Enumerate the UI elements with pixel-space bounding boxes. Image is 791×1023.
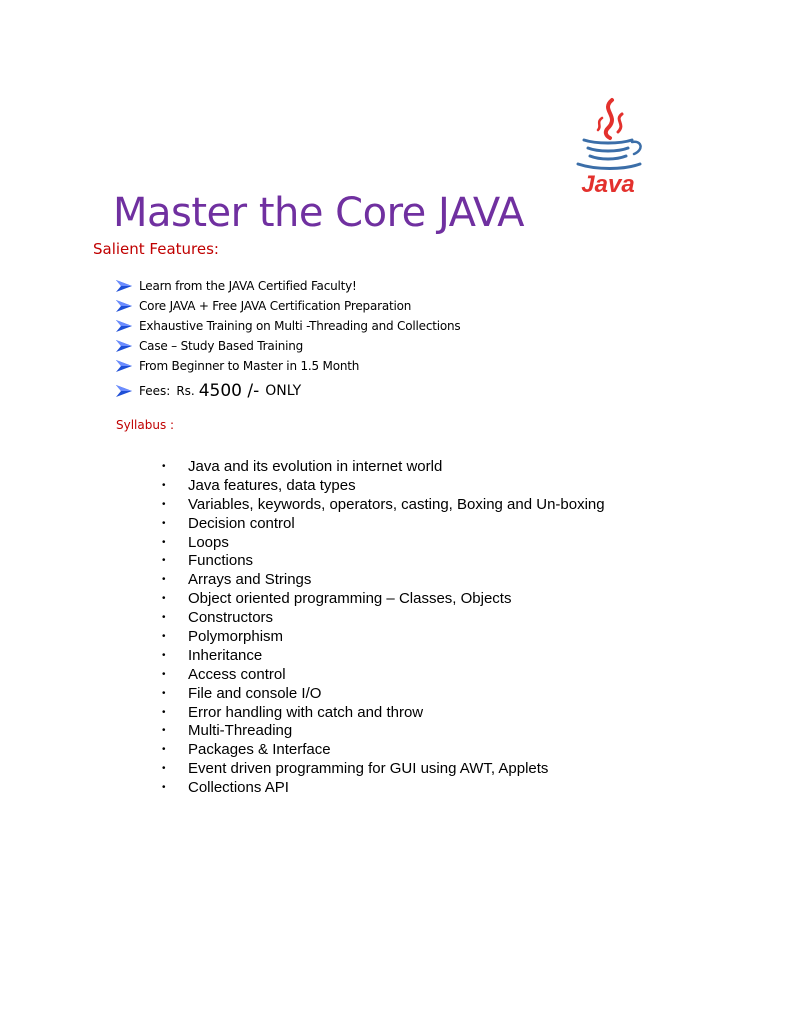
bullet-icon: •: [162, 498, 166, 510]
feature-text: Case – Study Based Training: [139, 339, 304, 353]
bullet-icon: •: [162, 612, 166, 624]
arrow-bullet-icon: [115, 279, 133, 293]
list-item: [160, 646, 605, 665]
syllabus-item-text: Multi-Threading: [188, 722, 293, 740]
syllabus-item-text: Packages & Interface: [188, 741, 331, 759]
list-item: [160, 514, 605, 533]
fees-currency: Rs.: [176, 384, 195, 398]
syllabus-item-text: Access control: [188, 665, 286, 683]
list-item: [160, 627, 605, 646]
list-item: [160, 721, 605, 740]
arrow-bullet-icon: [115, 359, 133, 373]
arrow-bullet-icon: [115, 299, 133, 313]
syllabus-item-text: Constructors: [188, 609, 274, 627]
bullet-icon: •: [162, 649, 166, 661]
list-item: [160, 759, 605, 778]
syllabus-item-text: Collections API: [188, 779, 289, 797]
bullet-icon: •: [162, 782, 166, 794]
bullet-icon: •: [162, 725, 166, 737]
bullet-icon: •: [162, 574, 166, 586]
feature-text: Core JAVA + Free JAVA Certification Preparation: [139, 299, 412, 313]
arrow-bullet-icon: [115, 339, 133, 353]
list-item: [115, 356, 460, 376]
syllabus-item-text: Polymorphism: [188, 627, 284, 645]
java-logo: [540, 94, 675, 202]
bullet-icon: •: [162, 479, 166, 491]
syllabus-heading: Syllabus :: [116, 418, 175, 432]
syllabus-list: [160, 457, 605, 797]
feature-text: Learn from the JAVA Certified Faculty!: [139, 279, 357, 293]
list-item: [115, 336, 460, 356]
arrow-bullet-icon: [115, 384, 133, 398]
bullet-icon: •: [162, 687, 166, 699]
syllabus-item-text: Java and its evolution in internet world: [188, 457, 443, 475]
list-item: [160, 551, 605, 570]
bullet-icon: •: [162, 744, 166, 756]
syllabus-item-text: Java features, data types: [188, 476, 356, 494]
fees-label: Fees:: [139, 384, 171, 398]
bullet-icon: •: [162, 630, 166, 642]
syllabus-item-text: Error handling with catch and throw: [188, 703, 424, 721]
list-item: [160, 476, 605, 495]
syllabus-item-text: Loops: [188, 533, 229, 551]
list-item: [160, 665, 605, 684]
bullet-icon: •: [162, 763, 166, 775]
syllabus-item-text: Inheritance: [188, 646, 263, 664]
fees-suffix: ONLY: [265, 383, 302, 399]
bullet-icon: •: [162, 593, 166, 605]
list-item: [160, 740, 605, 759]
list-item: [160, 589, 605, 608]
syllabus-item-text: Functions: [188, 552, 254, 570]
syllabus-item-text: Arrays and Strings: [188, 571, 312, 589]
syllabus-item-text: Decision control: [188, 514, 295, 532]
fees-item: [115, 378, 460, 404]
syllabus-item-text: Variables, keywords, operators, casting, Boxing and Un-boxing: [188, 495, 605, 513]
fees-amount: 4500 /-: [198, 381, 260, 401]
salient-features-list: [115, 276, 460, 404]
feature-text: From Beginner to Master in 1.5 Month: [139, 359, 360, 373]
syllabus-item-text: Event driven programming for GUI using AWT, Applets: [188, 760, 549, 778]
bullet-icon: •: [162, 517, 166, 529]
bullet-icon: •: [162, 555, 166, 567]
list-item: [160, 495, 605, 514]
arrow-bullet-icon: [115, 319, 133, 333]
list-item: [160, 457, 605, 476]
list-item: [160, 703, 605, 722]
syllabus-item-text: Object oriented programming – Classes, Objects: [188, 590, 512, 608]
bullet-icon: •: [162, 706, 166, 718]
list-item: [115, 296, 460, 316]
list-item: [115, 276, 460, 296]
bullet-icon: •: [162, 668, 166, 680]
list-item: [160, 533, 605, 552]
java-logo-text: Java: [581, 171, 635, 198]
salient-features-heading: Salient Features:: [93, 240, 219, 258]
list-item: [160, 684, 605, 703]
syllabus-item-text: File and console I/O: [188, 684, 322, 702]
list-item: [115, 316, 460, 336]
feature-text: Exhaustive Training on Multi -Threading and Collections: [139, 319, 461, 333]
list-item: [160, 778, 605, 797]
page-title: Master the Core JAVA: [113, 189, 525, 236]
list-item: [160, 608, 605, 627]
bullet-icon: •: [162, 536, 166, 548]
bullet-icon: •: [162, 460, 166, 472]
list-item: [160, 570, 605, 589]
